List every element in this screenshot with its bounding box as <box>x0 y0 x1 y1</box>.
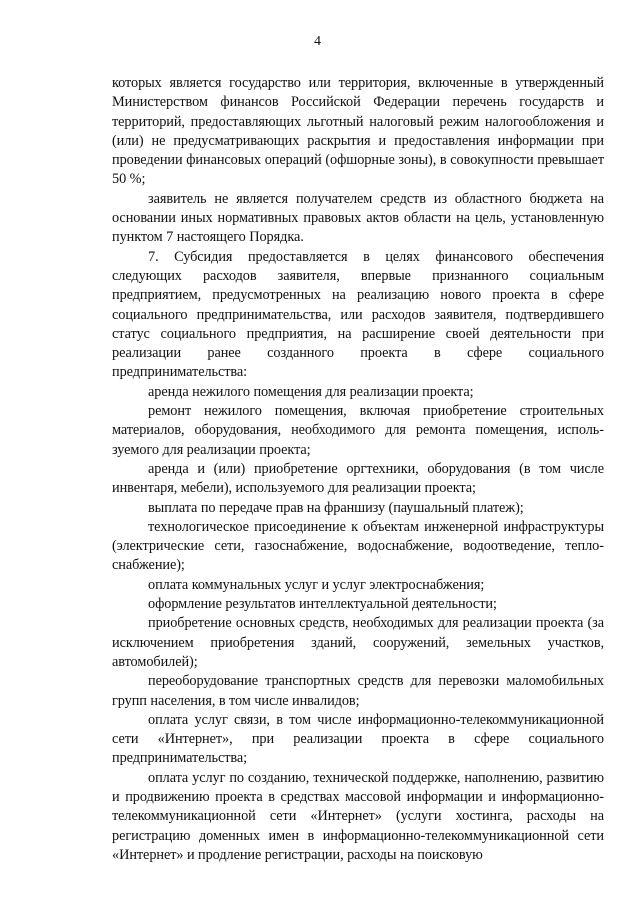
list-item-fixed-assets: приобретение основных средств, необходимых для реализации проекта (за исключением приобретения зданий, сооружений, земельных участков, автомобилей); <box>112 615 604 670</box>
paragraph-not-recipient: заявитель не является получателем средств из областного бюджета на основании иных нормативных правовых актов области на цель, установленную пунктом 7 настоящего Порядка. <box>112 190 604 246</box>
list-item-vehicle-conversion: переоборудование транспортных средств для перевозки маломобильных групп населения, в том числе инвалидов; <box>112 673 604 709</box>
document-body <box>112 74 604 865</box>
list-item-utilities: оплата коммунальных услуг и услуг электроснабжения; <box>148 576 485 593</box>
list-item-intellectual-property: оформление результатов интеллектуальной деятельности; <box>148 596 497 613</box>
list-item-rent: аренда нежилого помещения для реализации проекта; <box>148 383 474 400</box>
list-item-tech-connection: технологическое присоединение к объектам инженерной инфраструктуры (электрические сети, газоснабжение, водоснабжение, водоотведение, теплоснабжение); <box>112 518 604 574</box>
list-item-office-equipment: аренда и (или) приобретение оргтехники, оборудования (в том числе инвентаря, мебели), используемого для реализации проекта; <box>112 460 604 497</box>
list-item-project-promotion: оплата услуг по созданию, технической поддержке, наполнению, развитию и продвижению проекта в средствах массовой информации и информационно-телекоммуникационной сети «Интернет» (услуги хостинга, расходы на регистрацию доменных имен в информационно-телекоммуникационной сети «Интернет» и продление регистрации, расходы на поисковую <box>112 769 604 863</box>
page-number: 4 <box>314 34 321 49</box>
list-item-communication: оплата услуг связи, в том числе информационно-телекоммуникационной сети «Интернет», при реализации проекта в сфере социального предпринимательства; <box>112 711 604 767</box>
paragraph-section-7: 7. Субсидия предоставляется в целях финансового обеспечения следующих расходов заявителя, впервые признанного социальным предприятием, предусмотренных на реализацию нового проекта в сфере социального предпринимательства, или расходов заявителя, подтвердившего статус социального предприятия, на расширение своей деятельности при реализации ранее созданного проекта в сфере социального предпринимательства: <box>112 248 604 381</box>
paragraph-offshore-continuation: которых является государство или территория, включенные в утвержденный Министерством финансов Российской Федерации перечень государств и территорий, предоставляющих льготный налоговый режим налогообложения и (или) не предусматривающих раскрытия и предоставления информации при проведении финансовых операций (офшорные зоны), в совокупности превышает 50 %; <box>112 75 604 188</box>
list-item-franchise: выплата по передаче прав на франшизу (паушальный платеж); <box>148 499 524 516</box>
list-item-repair: ремонт нежилого помещения, включая приобретение строительных материалов, оборудования, необходимого для ремонта помещения, используемого для реализации проекта; <box>112 403 604 458</box>
